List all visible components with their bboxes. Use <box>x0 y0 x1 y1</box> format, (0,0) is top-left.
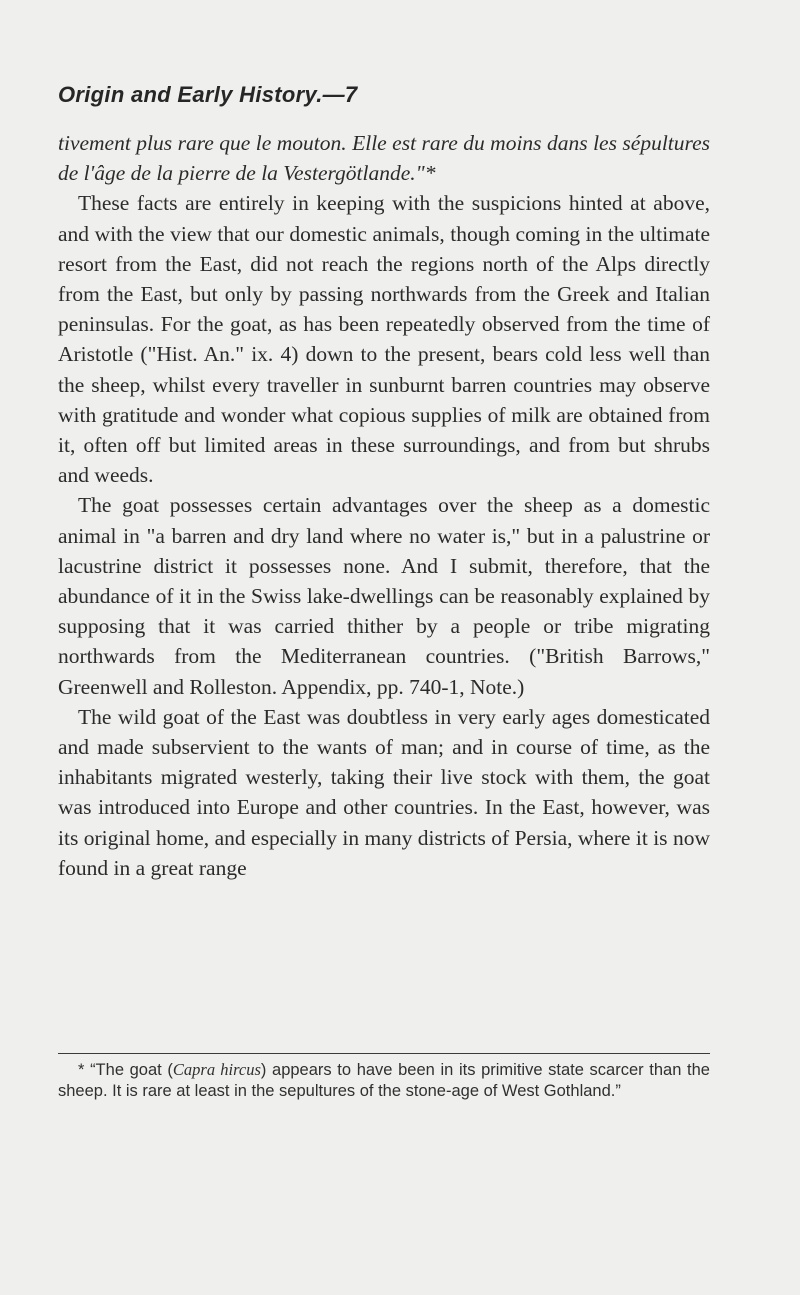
footnote-text-end: ) appears to have been in its primitive state scarcer than the sheep. It is rare at least in the sepultures of the stone-age of West Gothland.” <box>58 1061 710 1100</box>
paragraph: The goat possesses certain advantages over the sheep as a domestic animal in "a barren and dry land where no water is," but in a palustrine or lacustrine district it possesses none. And I submit, therefore, that the abundance of it in the Swiss lake-dwellings can be reasonably explained by supposing that it was carried thither by a people or tribe migrating northwards from the Mediterranean countries. ("British Barrows," Greenwell and Rolleston. Appendix, pp. 740-1, Note.) <box>58 493 710 699</box>
french-quote: tivement plus rare que le mouton. Elle est rare du moins dans les sépultures de l'âge de la pierre de la Vestergötlande."* <box>58 131 710 186</box>
footnote-text-start: “The goat ( <box>90 1061 173 1079</box>
footnote-marker: * <box>78 1061 85 1079</box>
footnote-latin-name: Capra hircus <box>172 1060 261 1079</box>
footnote-divider <box>58 1053 710 1054</box>
paragraph: The wild goat of the East was doubtless in very early ages domesticated and made subservient to the wants of man; and in course of time, as the inhabitants migrated westerly, taking their live stock with them, the goat was introduced into Europe and other countries. In the East, however, was its original home, and especially in many districts of Persia, where it is now found in a great range <box>58 704 710 880</box>
main-text <box>58 128 710 883</box>
paragraph: These facts are entirely in keeping with the suspicions hinted at above, and with the view that our domestic animals, though coming in the ultimate resort from the East, did not reach the regions north of the Alps directly from the East, but only by passing northwards from the Greek and Italian peninsulas. For the goat, as has been repeatedly observed from the time of Aristotle ("Hist. An." ix. 4) down to the present, bears cold less well than the sheep, whilst every traveller in sunburnt barren countries may observe with gratitude and wonder what copious supplies of milk are obtained from it, often off but limited areas in these surroundings, and from but shrubs and weeds. <box>58 191 710 488</box>
running-title: Origin and Early History.—7 <box>58 82 358 107</box>
footnote <box>58 1060 710 1101</box>
